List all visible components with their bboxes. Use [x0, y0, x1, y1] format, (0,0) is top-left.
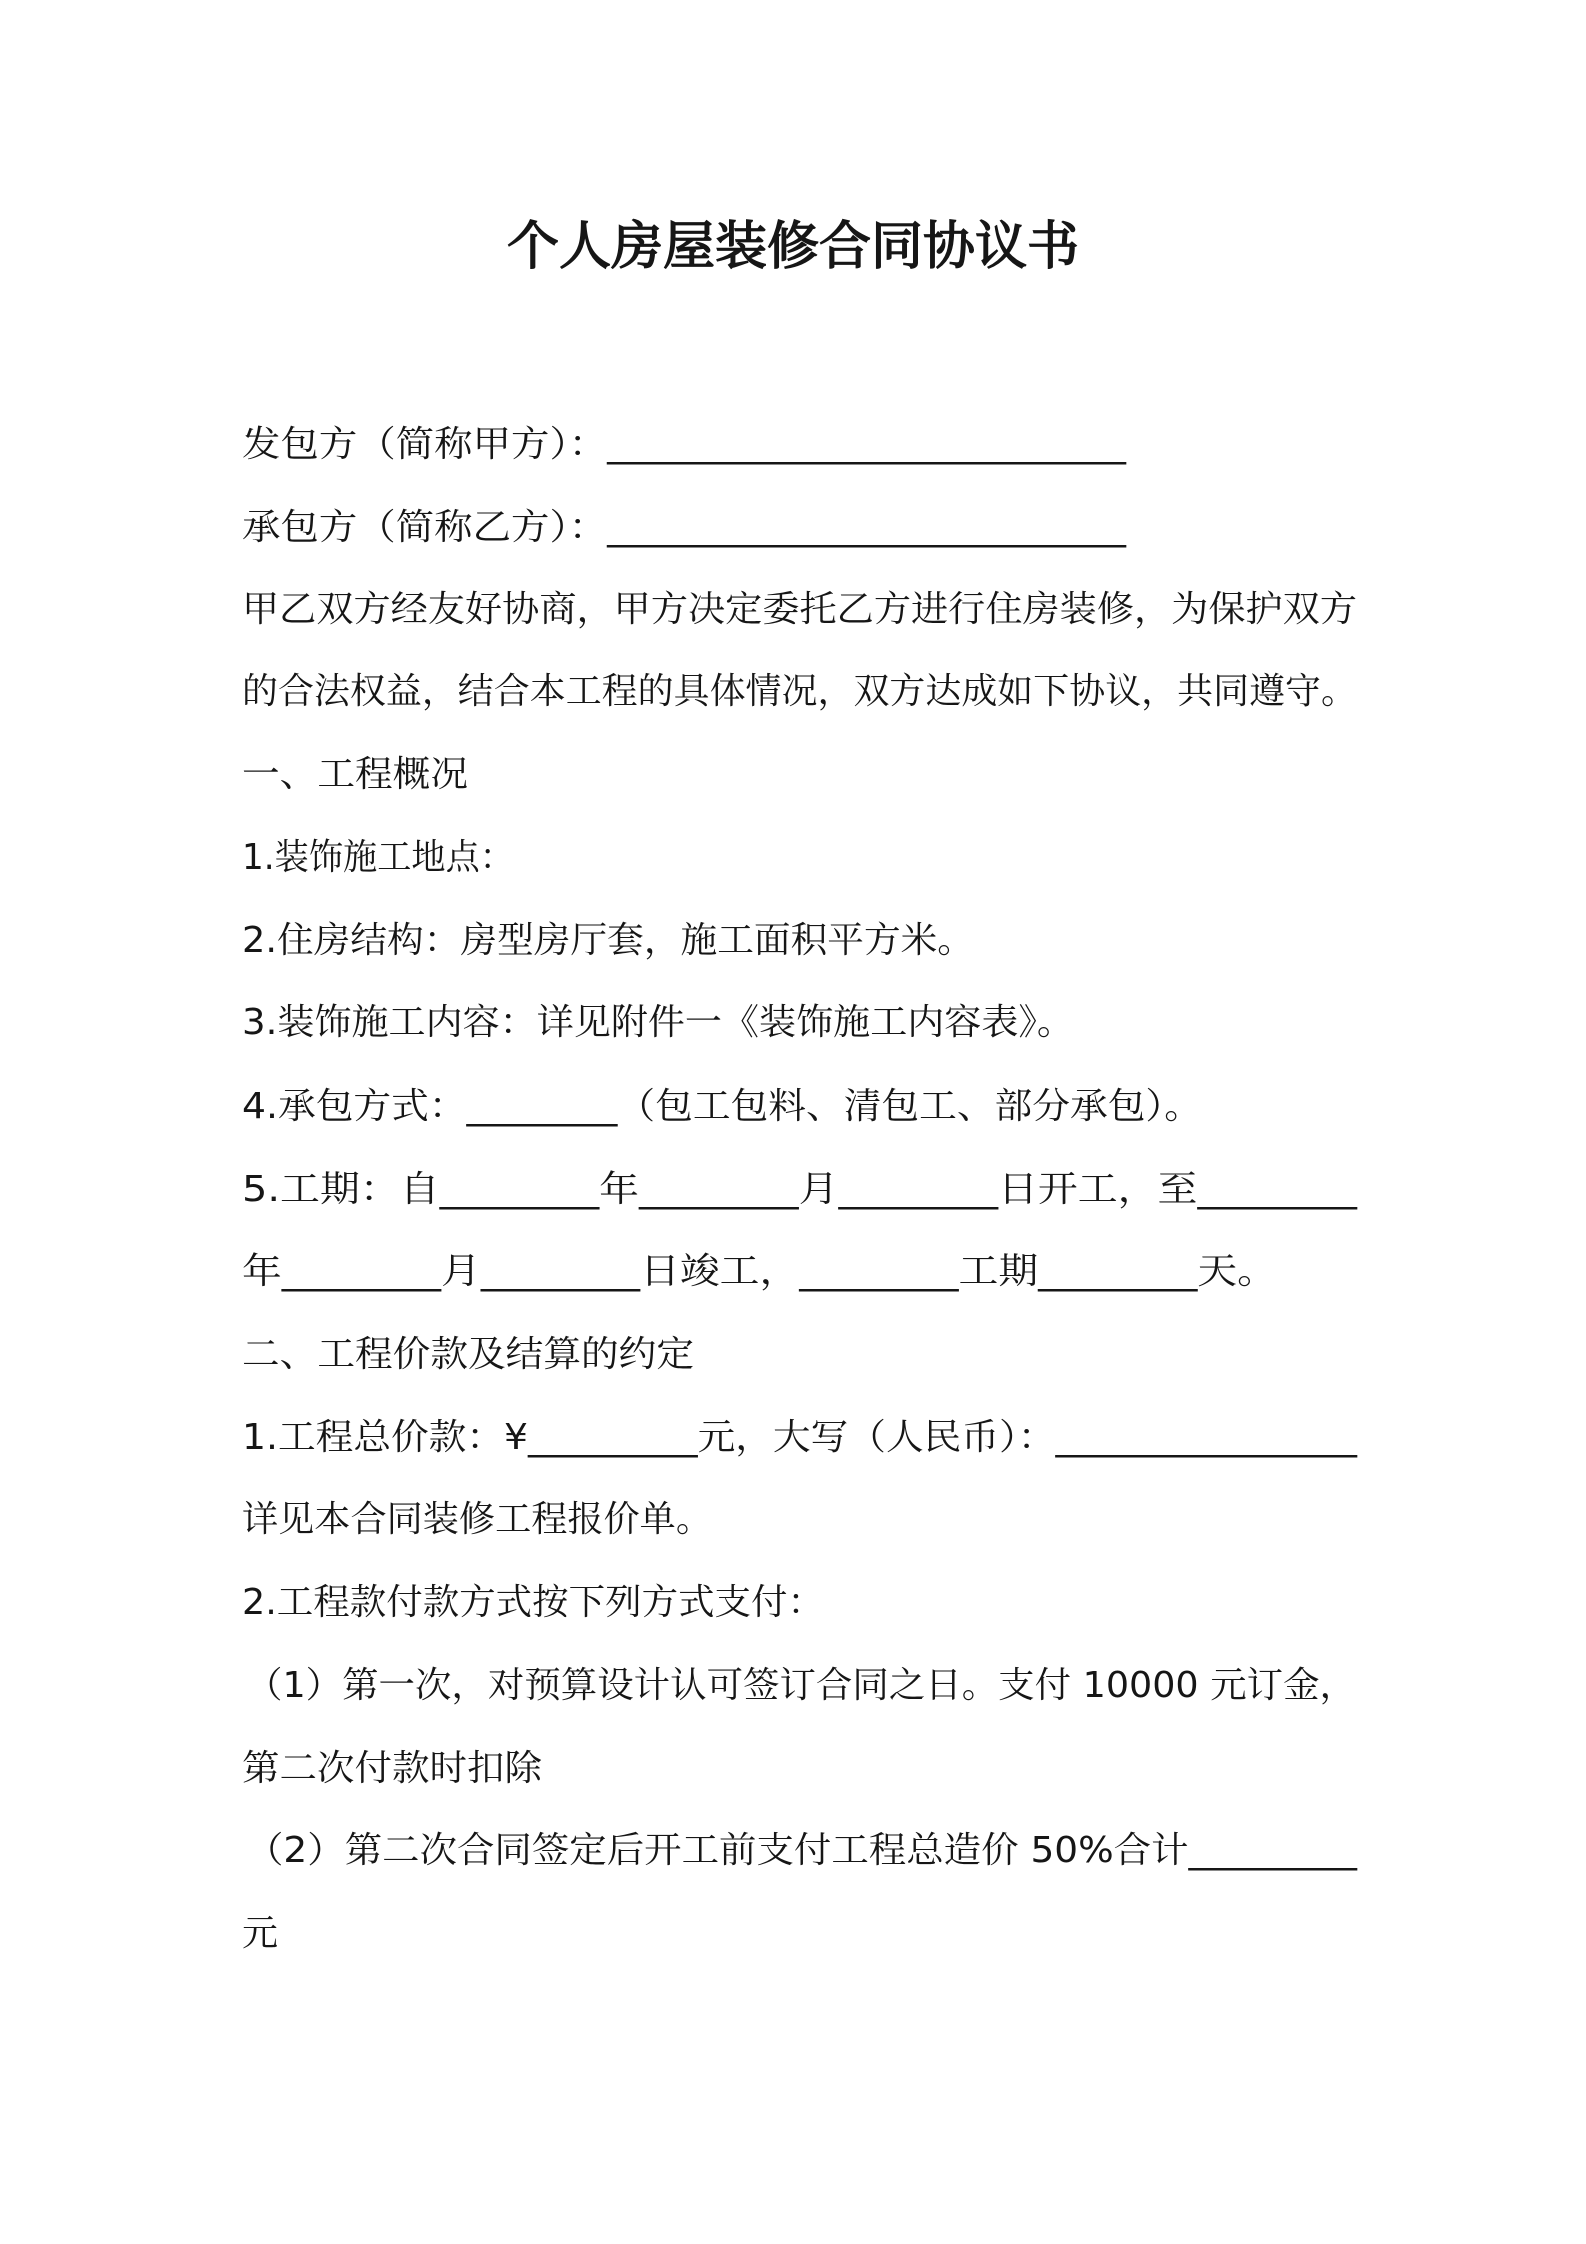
clause-2-2-2-line-1: （2）第二次合同签定后开工前支付工程总造价 50%合计_________: [246, 1830, 1359, 1871]
clause-2-2: 2.工程款付款方式按下列方式支付：: [242, 1582, 825, 1623]
section-2-heading: 二、工程价款及结算的约定: [242, 1334, 694, 1375]
party-b-line: 承包方（简称乙方）：___________________________: [242, 507, 1128, 548]
clause-1-1: 1.装饰施工地点：: [242, 837, 514, 878]
clause-1-4: 4.承包方式：________（包工包料、清包工、部分承包）。: [242, 1086, 1202, 1127]
clause-2-1-line-1: 1.工程总价款：¥_________元，大写（人民币）：________________: [242, 1417, 1359, 1458]
clause-2-2-1-line-1: （1）第一次，对预算设计认可签订合同之日。支付 10000 元订金，: [246, 1665, 1356, 1706]
clause-1-5-line-1: 5.工期：自________年________月________日开工，至________: [242, 1169, 1359, 1210]
clause-1-5-line-2: 年________月________日竣工，________工期________天。: [242, 1251, 1277, 1292]
clause-2-2-1-line-2: 第二次付款时扣除: [242, 1748, 544, 1789]
clause-1-3: 3.装饰施工内容：详见附件一《装饰施工内容表》。: [242, 1002, 1074, 1043]
preamble-line-2: 的合法权益，结合本工程的具体情况，双方达成如下协议，共同遵守。: [242, 671, 1357, 712]
party-a-line: 发包方（简称甲方）：___________________________: [242, 424, 1128, 465]
document-title: 个人房屋装修合同协议书: [506, 217, 1080, 277]
clause-2-2-2-line-2: 元: [242, 1913, 279, 1954]
preamble-line-1: 甲乙双方经友好协商，甲方决定委托乙方进行住房装修，为保护双方: [242, 589, 1357, 630]
clause-1-2: 2.住房结构：房型房厅套，施工面积平方米。: [242, 920, 974, 961]
clause-2-1-line-2: 详见本合同装修工程报价单。: [242, 1499, 712, 1540]
section-1-heading: 一、工程概况: [242, 754, 468, 795]
